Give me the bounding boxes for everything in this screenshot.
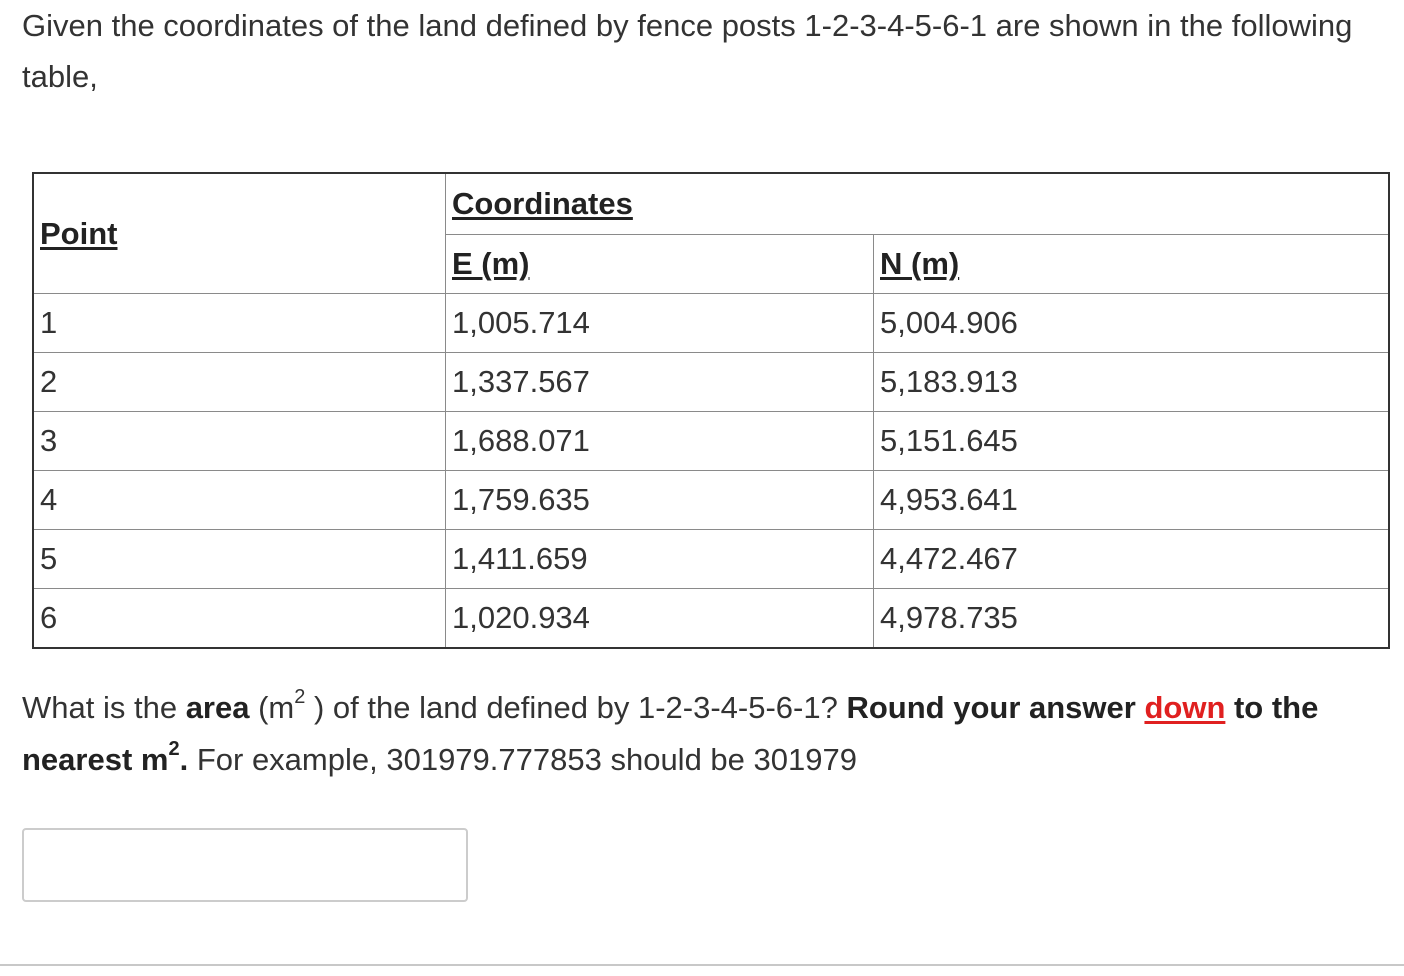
area-emphasis: area bbox=[185, 690, 250, 725]
instruction-period: . bbox=[179, 742, 189, 777]
cell-e: 1,005.714 bbox=[446, 294, 874, 353]
bottom-divider bbox=[0, 964, 1404, 966]
cell-n: 4,472.467 bbox=[874, 530, 1390, 589]
header-point: Point bbox=[40, 215, 118, 251]
question-part-1: What is the bbox=[22, 690, 186, 725]
header-coordinates-cell bbox=[446, 173, 1390, 235]
table-row bbox=[33, 530, 1389, 589]
cell-n: 4,978.735 bbox=[874, 589, 1390, 649]
cell-e: 1,411.659 bbox=[446, 530, 874, 589]
table-row bbox=[33, 589, 1389, 649]
coordinates-table bbox=[32, 172, 1390, 649]
problem-intro: Given the coordinates of the land defined by fence posts 1-2-3-4-5-6-1 are shown in the following table, bbox=[22, 8, 1353, 94]
cell-e: 1,759.635 bbox=[446, 471, 874, 530]
example-text: For example, 301979.777853 should be 301979 bbox=[188, 742, 857, 777]
cell-n: 5,151.645 bbox=[874, 412, 1390, 471]
table-row bbox=[33, 294, 1389, 353]
cell-point: 2 bbox=[33, 353, 446, 412]
cell-e: 1,688.071 bbox=[446, 412, 874, 471]
cell-n: 5,183.913 bbox=[874, 353, 1390, 412]
header-coordinates: Coordinates bbox=[452, 186, 633, 221]
table-row bbox=[33, 412, 1389, 471]
cell-point: 3 bbox=[33, 412, 446, 471]
cell-e: 1,020.934 bbox=[446, 589, 874, 649]
cell-n: 4,953.641 bbox=[874, 471, 1390, 530]
cell-point: 6 bbox=[33, 589, 446, 649]
question-text bbox=[22, 682, 1392, 786]
table-header-row bbox=[33, 173, 1389, 235]
down-emphasis: down bbox=[1144, 690, 1226, 725]
cell-point: 1 bbox=[33, 294, 446, 353]
table-row bbox=[33, 471, 1389, 530]
answer-input[interactable] bbox=[22, 828, 468, 902]
header-e-cell bbox=[446, 235, 874, 294]
superscript-2-bold: 2 bbox=[168, 737, 180, 760]
table-row bbox=[33, 353, 1389, 412]
header-n-cell bbox=[874, 235, 1390, 294]
superscript-2: 2 bbox=[294, 685, 306, 708]
cell-point: 5 bbox=[33, 530, 446, 589]
header-n: N (m) bbox=[880, 246, 960, 281]
round-instruction: Round your answer bbox=[846, 690, 1145, 725]
question-part-3: ) of the land defined by 1-2-3-4-5-6-1? bbox=[305, 690, 847, 725]
cell-n: 5,004.906 bbox=[874, 294, 1390, 353]
nearest-instruction: to the nearest m bbox=[22, 690, 1319, 777]
cell-e: 1,337.567 bbox=[446, 353, 874, 412]
question-part-2: (m bbox=[249, 690, 295, 725]
header-e: E (m) bbox=[452, 246, 530, 281]
header-point-cell bbox=[33, 173, 446, 294]
cell-point: 4 bbox=[33, 471, 446, 530]
